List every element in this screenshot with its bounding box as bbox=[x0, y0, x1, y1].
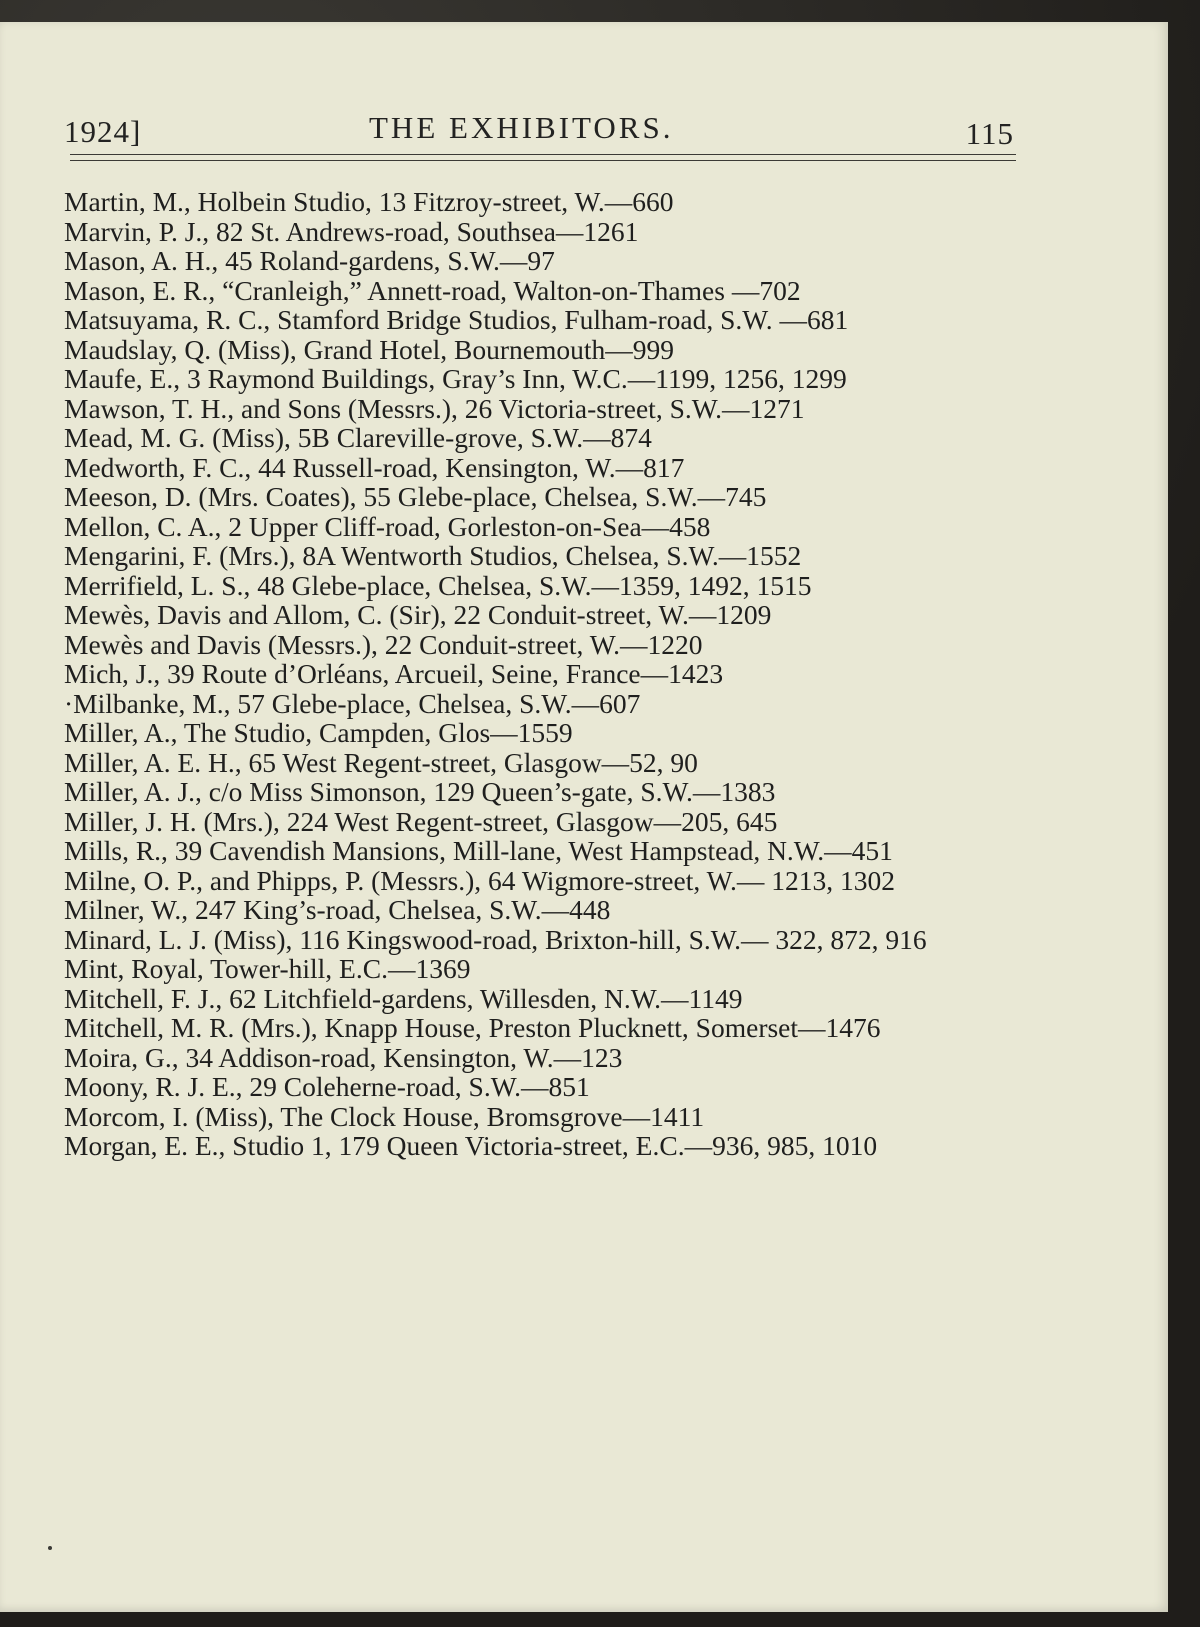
exhibitor-entry-maudslay-q: Maudslay, Q. (Miss), Grand Hotel, Bournemouth—999 bbox=[64, 333, 675, 365]
exhibitor-entry-morgan-e-e: Morgan, E. E., Studio 1, 179 Queen Victoria-street, E.C.—936, 985, 1010 bbox=[64, 1130, 878, 1161]
exhibitor-entry-milne-o-p: Milne, O. P., and Phipps, P. (Messrs.), 64 Wigmore-street, W.— 1213, 1302 bbox=[64, 864, 896, 896]
exhibitor-entry-miller-a-e-h: Miller, A. E. H., 65 West Regent-street, Glasgow—52, 90 bbox=[64, 746, 698, 778]
exhibitor-entry-mawson-t-h: Mawson, T. H., and Sons (Messrs.), 26 Victoria-street, S.W.—1271 bbox=[64, 392, 805, 424]
exhibitor-entry-mead-m-g: Mead, M. G. (Miss), 5B Clareville-grove, S.W.—874 bbox=[64, 422, 652, 453]
exhibitor-entry-miller-j-h: Miller, J. H. (Mrs.), 224 West Regent-street, Glasgow—205, 645 bbox=[64, 805, 778, 837]
exhibitor-entry-mich-j: Mich, J., 39 Route d’Orléans, Arcueil, Seine, France—1423 bbox=[64, 658, 724, 689]
running-head bbox=[64, 110, 1014, 156]
header-double-rule bbox=[70, 154, 1016, 161]
exhibitor-entry-mason-e-r: Mason, E. R., “Cranleigh,” Annett-road, Walton-on-Thames —702 bbox=[64, 274, 801, 306]
exhibitor-entry-matsuyama-r-c: Matsuyama, R. C., Stamford Bridge Studios, Fulham-road, S.W. —681 bbox=[64, 304, 849, 335]
exhibitor-entry-miller-a-j: Miller, A. J., c/o Miss Simonson, 129 Queen’s-gate, S.W.—1383 bbox=[64, 776, 776, 807]
exhibitor-entry-marvin-p-j: Marvin, P. J., 82 St. Andrews-road, Southsea—1261 bbox=[64, 215, 639, 247]
exhibitor-entry-mint-royal: Mint, Royal, Tower-hill, E.C.—1369 bbox=[64, 953, 471, 984]
exhibitor-entry-minard-l-j: Minard, L. J. (Miss), 116 Kingswood-road, Brixton-hill, S.W.— 322, 872, 916 bbox=[64, 923, 927, 955]
exhibitor-entry-moira-g: Moira, G., 34 Addison-road, Kensington, W.—123 bbox=[64, 1041, 623, 1073]
exhibitor-entry-martin-m: Martin, M., Holbein Studio, 13 Fitzroy-street, W.—660 bbox=[64, 186, 674, 217]
exhibitor-entry-mason-a-h: Mason, A. H., 45 Roland-gardens, S.W.—97 bbox=[64, 245, 555, 276]
exhibitor-entry-mewes-davis: Mewès and Davis (Messrs.), 22 Conduit-street, W.—1220 bbox=[64, 628, 703, 660]
exhibitor-entry-mellon-c-a: Mellon, C. A., 2 Upper Cliff-road, Gorleston-on-Sea—458 bbox=[64, 510, 711, 542]
exhibitor-entry-medworth-f-c: Medworth, F. C., 44 Russell-road, Kensington, W.—817 bbox=[64, 451, 685, 483]
exhibitor-entry-miller-a: Miller, A., The Studio, Campden, Glos—1559 bbox=[64, 717, 573, 748]
ink-speck bbox=[48, 1546, 52, 1550]
exhibitor-entry-maufe-e: Maufe, E., 3 Raymond Buildings, Gray’s Inn, W.C.—1199, 1256, 1299 bbox=[64, 363, 847, 394]
exhibitor-entry-morcom-i: Morcom, I. (Miss), The Clock House, Bromsgrove—1411 bbox=[64, 1100, 705, 1132]
page-title: THE EXHIBITORS. bbox=[369, 110, 674, 145]
exhibitor-entry-milbanke-m: ·Milbanke, M., 57 Glebe-place, Chelsea, S.W.—607 bbox=[64, 687, 641, 719]
exhibitor-entry-milner-w: Milner, W., 247 King’s-road, Chelsea, S.W.—448 bbox=[64, 894, 611, 925]
page-number: 115 bbox=[965, 116, 1014, 151]
year-label: 1924] bbox=[64, 114, 142, 149]
exhibitor-entry-mitchell-f-j: Mitchell, F. J., 62 Litchfield-gardens, Willesden, N.W.—1149 bbox=[64, 982, 743, 1014]
exhibitor-entry-mitchell-m-r: Mitchell, M. R. (Mrs.), Knapp House, Preston Plucknett, Somerset—1476 bbox=[64, 1012, 881, 1043]
exhibitor-entry-mewes-davis-allom: Mewès, Davis and Allom, C. (Sir), 22 Conduit-street, W.—1209 bbox=[64, 599, 772, 630]
exhibitor-entry-mengarini-f: Mengarini, F. (Mrs.), 8A Wentworth Studios, Chelsea, S.W.—1552 bbox=[64, 540, 802, 571]
exhibitor-entry-merrifield-l-s: Merrifield, L. S., 48 Glebe-place, Chelsea, S.W.—1359, 1492, 1515 bbox=[64, 569, 812, 601]
exhibitor-entry-moony-r-j-e: Moony, R. J. E., 29 Coleherne-road, S.W.—851 bbox=[64, 1071, 590, 1102]
book-page bbox=[0, 22, 1168, 1612]
exhibitor-list bbox=[64, 187, 1024, 1161]
exhibitor-entry-mills-r: Mills, R., 39 Cavendish Mansions, Mill-lane, West Hampstead, N.W.—451 bbox=[64, 835, 893, 866]
exhibitor-entry-meeson-d: Meeson, D. (Mrs. Coates), 55 Glebe-place, Chelsea, S.W.—745 bbox=[64, 481, 767, 512]
